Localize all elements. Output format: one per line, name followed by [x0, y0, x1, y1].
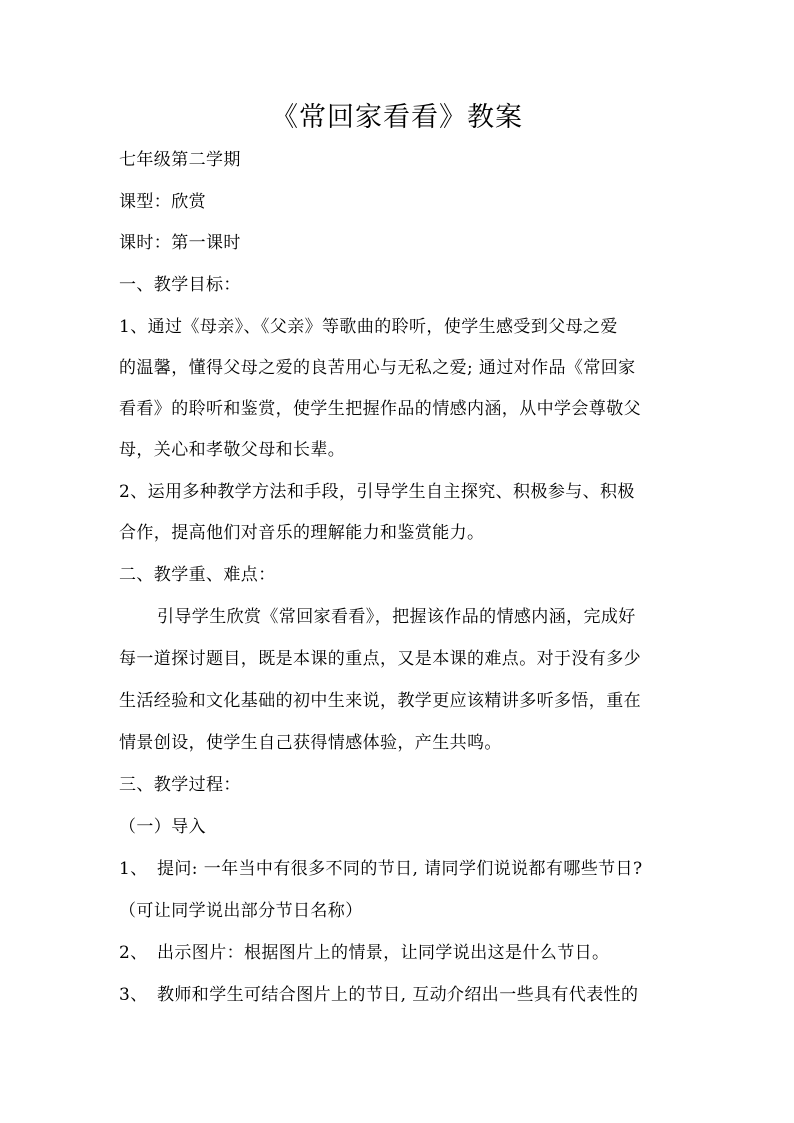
lesson-type-line: 课型：欣赏 [119, 192, 206, 212]
section2-para-line: 每一道探讨题目，既是本课的重点，又是本课的难点。对于没有多少 [119, 649, 641, 669]
section2-para-line: 情景创设，使学生自己获得情感体验，产生共鸣。 [119, 733, 502, 753]
step-item [119, 941, 689, 965]
section2-para-line: 生活经验和文化基础的初中生来说，教学更应该精讲多听多悟，重在 [119, 691, 641, 711]
step-text: 提问: 一年当中有很多不同的节日, 请同学们说说都有哪些节日? [157, 859, 643, 879]
step-text: 教师和学生可结合图片上的节日, 互动介绍出一些具有代表性的 [157, 985, 639, 1005]
step-text: （可让同学说出部分节日名称） [119, 901, 363, 921]
section3-heading: 三、教学过程： [119, 775, 241, 795]
step-number: 1、 [119, 859, 148, 879]
grade-line: 七年级第二学期 [119, 150, 241, 170]
goal2-line: 合作，提高他们对音乐的理解能力和鉴赏能力。 [119, 523, 485, 543]
step-number: 2、 [119, 943, 148, 963]
lesson-time-line: 课时：第一课时 [119, 233, 241, 253]
step-item [119, 983, 689, 1007]
step-item [119, 857, 689, 881]
goal1-line: 1、通过《母亲》、《父亲》等歌曲的聆听，使学生感受到父母之爱 [119, 317, 618, 337]
section2-heading: 二、教学重、难点： [119, 565, 276, 585]
section2-para-line: 引导学生欣赏《常回家看看》，把握该作品的情感内涵，完成好 [157, 607, 636, 627]
step-item [119, 899, 689, 923]
goal1-line: 看看》的聆听和鉴赏，使学生把握作品的情感内涵，从中学会尊敬父 [119, 399, 641, 419]
goal1-line: 的温馨，懂得父母之爱的良苦用心与无私之爱; 通过对作品《常回家 [119, 358, 636, 378]
section3-sub-heading: （一）导入 [119, 817, 206, 837]
step-text: 出示图片：根据图片上的情景，让同学说出这是什么节日。 [157, 943, 610, 963]
goal1-line: 母，关心和孝敬父母和长辈。 [119, 440, 346, 460]
goal2-line: 2、运用多种教学方法和手段，引导学生自主探究、积极参与、积极 [119, 482, 635, 502]
page-title: 《常回家看看》教案 [271, 102, 523, 133]
section1-heading: 一、教学目标： [119, 275, 241, 295]
step-number: 3、 [119, 985, 148, 1005]
